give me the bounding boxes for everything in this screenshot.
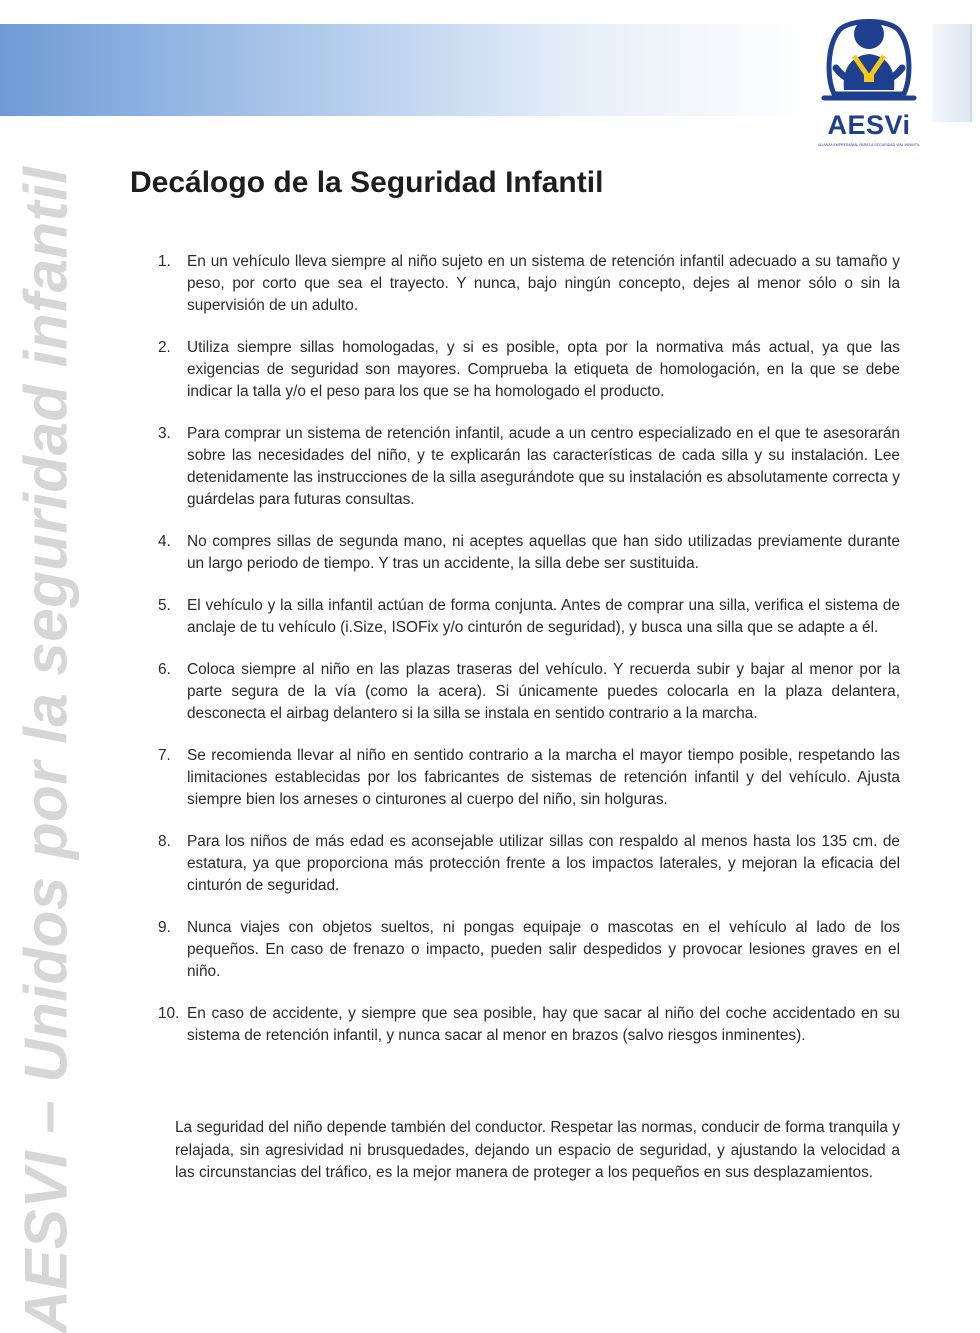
rule-text: En caso de accidente, y siempre que sea posible, hay que sacar al niño del coche accidentado en su sistema de retención infantil, y nunca sacar al menor en brazos (salvo riesgos inminentes). xyxy=(187,1005,900,1044)
rule-number: 6. xyxy=(158,661,171,678)
rule-item xyxy=(152,595,900,639)
rule-item xyxy=(152,251,900,317)
rule-text: Para comprar un sistema de retención infantil, acude a un centro especializado en el que te asesorarán sobre las necesidades del niño, y te explicarán las características de cada silla y su instalación. Lee detenidamente las instrucciones de la silla asegurándote que su instalación es absolutamente correcta y guárdelas para futuras consultas. xyxy=(187,425,900,508)
header-banner-edge xyxy=(932,24,972,122)
rule-number: 1. xyxy=(158,253,171,270)
logo-tagline: ALIANZA EMPRESARIAL PARA LA SEGURIDAD VIAL INFANTIL xyxy=(818,143,920,147)
rule-number: 3. xyxy=(158,425,171,442)
rule-text: Se recomienda llevar al niño en sentido contrario a la marcha el mayor tiempo posible, respetando las limitaciones establecidas por los fabricantes de sistemas de retención infantil y del vehículo. Ajusta siempre bien los arneses o cinturones al cuerpo del niño, sin holguras. xyxy=(187,747,900,808)
rule-item xyxy=(152,659,900,725)
header-banner xyxy=(0,24,810,116)
rule-item xyxy=(152,1003,900,1047)
child-seat-icon xyxy=(812,6,926,110)
rule-item xyxy=(152,531,900,575)
rule-number: 10. xyxy=(158,1005,180,1022)
rule-number: 9. xyxy=(158,919,171,936)
closing-paragraph: La seguridad del niño depende también del conductor. Respetar las normas, conducir de forma tranquila y relajada, sin agresividad ni brusquedades, dejando un espacio de seguridad, y ajustando la velocidad a las circunstancias del tráfico, es la mejor manera de proteger a los pequeños en sus desplazamientos. xyxy=(175,1119,900,1181)
rule-item xyxy=(152,337,900,403)
vertical-watermark-slogan: AESVI – Unidos por la seguridad infantil xyxy=(12,166,80,1333)
rule-number: 7. xyxy=(158,747,171,764)
rule-text: Nunca viajes con objetos sueltos, ni pongas equipaje o mascotas en el vehículo al lado de los pequeños. En caso de frenazo o impacto, pueden salir despedidos y provocar lesiones graves en el niño. xyxy=(187,919,900,980)
logo-wordmark: AESVi xyxy=(827,110,911,140)
rules-list xyxy=(152,251,900,1067)
aesvi-logo xyxy=(812,6,926,152)
rule-text: El vehículo y la silla infantil actúan de forma conjunta. Antes de comprar una silla, verifica el sistema de anclaje de tu vehículo (i.Size, ISOFix y/o cinturón de seguridad), y busca una silla que se adapte a él. xyxy=(187,597,900,636)
rule-item xyxy=(152,745,900,811)
rule-number: 4. xyxy=(158,533,171,550)
page-title: Decálogo de la Seguridad Infantil xyxy=(130,166,604,199)
rule-item xyxy=(152,831,900,897)
rule-number: 2. xyxy=(158,339,171,356)
rule-text: Para los niños de más edad es aconsejable utilizar sillas con respaldo al menos hasta los 135 cm. de estatura, ya que proporciona más protección frente a los impactos laterales, y mejoran la eficacia del cinturón de seguridad. xyxy=(187,833,900,894)
rule-text: Utiliza siempre sillas homologadas, y si es posible, opta por la normativa más actual, ya que las exigencias de seguridad son mayores. Comprueba la etiqueta de homologación, en la que se debe indicar la talla y/o el peso para los que se ha homologado el producto. xyxy=(187,339,900,400)
rule-text: En un vehículo lleva siempre al niño sujeto en un sistema de retención infantil adecuado a su tamaño y peso, por corto que sea el trayecto. Y nunca, bajo ningún concepto, dejes al menor sólo o sin la supervisión de un adulto. xyxy=(187,253,900,314)
rule-number: 5. xyxy=(158,597,171,614)
rule-item xyxy=(152,423,900,511)
rule-text: Coloca siempre al niño en las plazas traseras del vehículo. Y recuerda subir y bajar al menor por la parte segura de la vía (como la acera). Si únicamente puedes colocarla en la plaza delantera, desconecta el airbag delantero si la silla se instala en sentido contrario a la marcha. xyxy=(187,661,900,722)
rule-number: 8. xyxy=(158,833,171,850)
rule-item xyxy=(152,917,900,983)
rule-text: No compres sillas de segunda mano, ni aceptes aquellas que han sido utilizadas previamente durante un largo periodo de tiempo. Y tras un accidente, la silla debe ser sustituida. xyxy=(187,533,900,572)
